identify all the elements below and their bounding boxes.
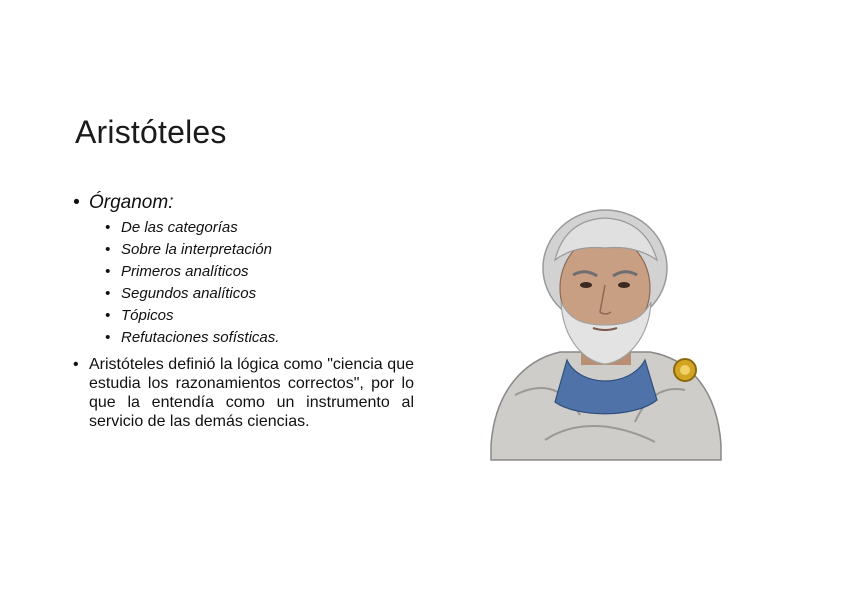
definition-text: Aristóteles definió la lógica como "ciencia que estudia los razonamientos correctos", por lo que la entendía como un instrumento al servicio de las demás ciencias. xyxy=(89,356,414,430)
list-item xyxy=(104,283,414,305)
brooch-center xyxy=(680,365,690,375)
list-item-text: Refutaciones sofísticas. xyxy=(121,329,280,346)
list-item xyxy=(104,239,414,261)
list-item-text: Primeros analíticos xyxy=(121,263,249,280)
list-item-text: Segundos analíticos xyxy=(121,285,257,302)
eye-left xyxy=(580,282,592,288)
aristotle-portrait-icon xyxy=(485,190,725,490)
list-item-text: Tópicos xyxy=(121,307,174,324)
bullet-definition xyxy=(72,355,414,431)
list-item xyxy=(104,327,414,349)
list-item xyxy=(104,305,414,327)
list-item-text: Sobre la interpretación xyxy=(121,241,272,258)
list-item xyxy=(104,261,414,283)
bullet-organom xyxy=(72,192,414,214)
slide-title: Aristóteles xyxy=(75,114,227,150)
bullet-organom-label: Órganom: xyxy=(89,192,174,213)
organom-sublist xyxy=(104,217,414,349)
eye-right xyxy=(618,282,630,288)
list-item-text: De las categorías xyxy=(121,219,238,236)
slide-content xyxy=(72,192,414,431)
list-item xyxy=(104,217,414,239)
